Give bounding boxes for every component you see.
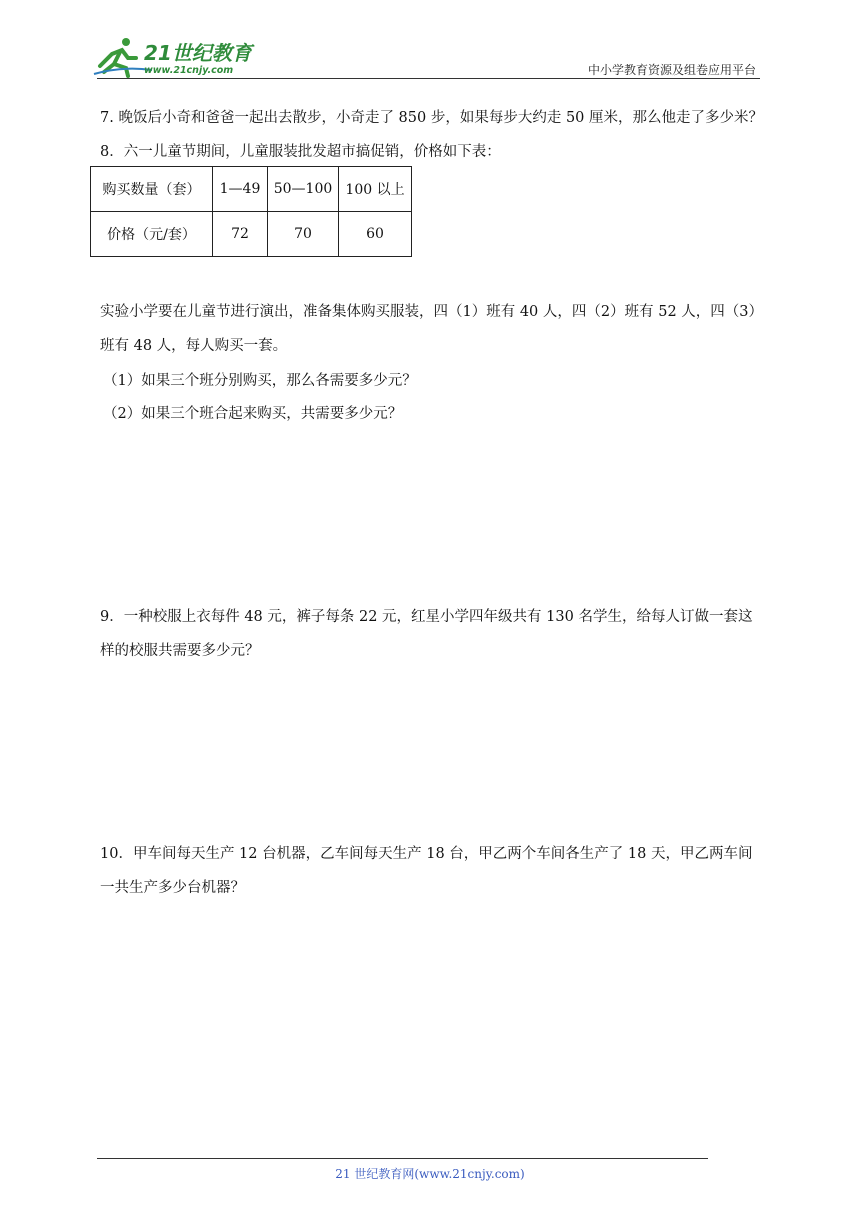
table-cell: 60	[339, 212, 412, 257]
question-8-sub1: （1）如果三个班分别购买，那么各需要多少元？	[103, 373, 417, 389]
logo-text: 21世纪教育	[144, 41, 252, 65]
table-cell: 购买数量（套）	[91, 167, 213, 212]
table-row	[91, 167, 412, 212]
table-cell: 100 以上	[339, 167, 412, 212]
question-8-intro: 8．六一儿童节期间，儿童服装批发超市搞促销，价格如下表：	[100, 144, 501, 160]
logo-url: www.21cnjy.com	[144, 65, 234, 76]
question-8-text: 实验小学要在儿童节进行演出，准备集体购买服装，四（1）班有 40 人，四（2）班有 52 人，四（3）	[100, 304, 764, 320]
question-9: 9．一种校服上衣每件 48 元，裤子每条 22 元，红星小学四年级共有 130 名学生，给每人订做一套这	[100, 609, 753, 625]
table-cell: 70	[268, 212, 339, 257]
table-cell: 50—100	[268, 167, 339, 212]
question-8-sub2: （2）如果三个班合起来购买，共需要多少元？	[103, 406, 403, 422]
logo	[92, 36, 262, 78]
table-row	[91, 212, 412, 257]
question-8-text: 班有 48 人，每人购买一套。	[100, 338, 288, 354]
table-cell: 72	[213, 212, 268, 257]
question-10: 10．甲车间每天生产 12 台机器，乙车间每天生产 18 台，甲乙两个车间各生产了 18 天，甲乙两车间	[100, 846, 753, 862]
header-divider	[97, 78, 760, 79]
table-cell: 价格（元/套）	[91, 212, 213, 257]
question-7: 7. 晚饭后小奇和爸爸一起出去散步，小奇走了 850 步，如果每步大约走 50 厘米，那么他走了多少米？	[100, 110, 764, 126]
footer-divider	[97, 1158, 708, 1159]
table-cell: 1—49	[213, 167, 268, 212]
question-10-cont: 一共生产多少台机器？	[100, 880, 245, 896]
footer-text: 21 世纪教育网(www.21cnjy.com)	[335, 1167, 525, 1181]
price-table	[90, 166, 412, 257]
platform-title: 中小学教育资源及组卷应用平台	[587, 63, 756, 77]
question-9-cont: 样的校服共需要多少元？	[100, 643, 260, 659]
